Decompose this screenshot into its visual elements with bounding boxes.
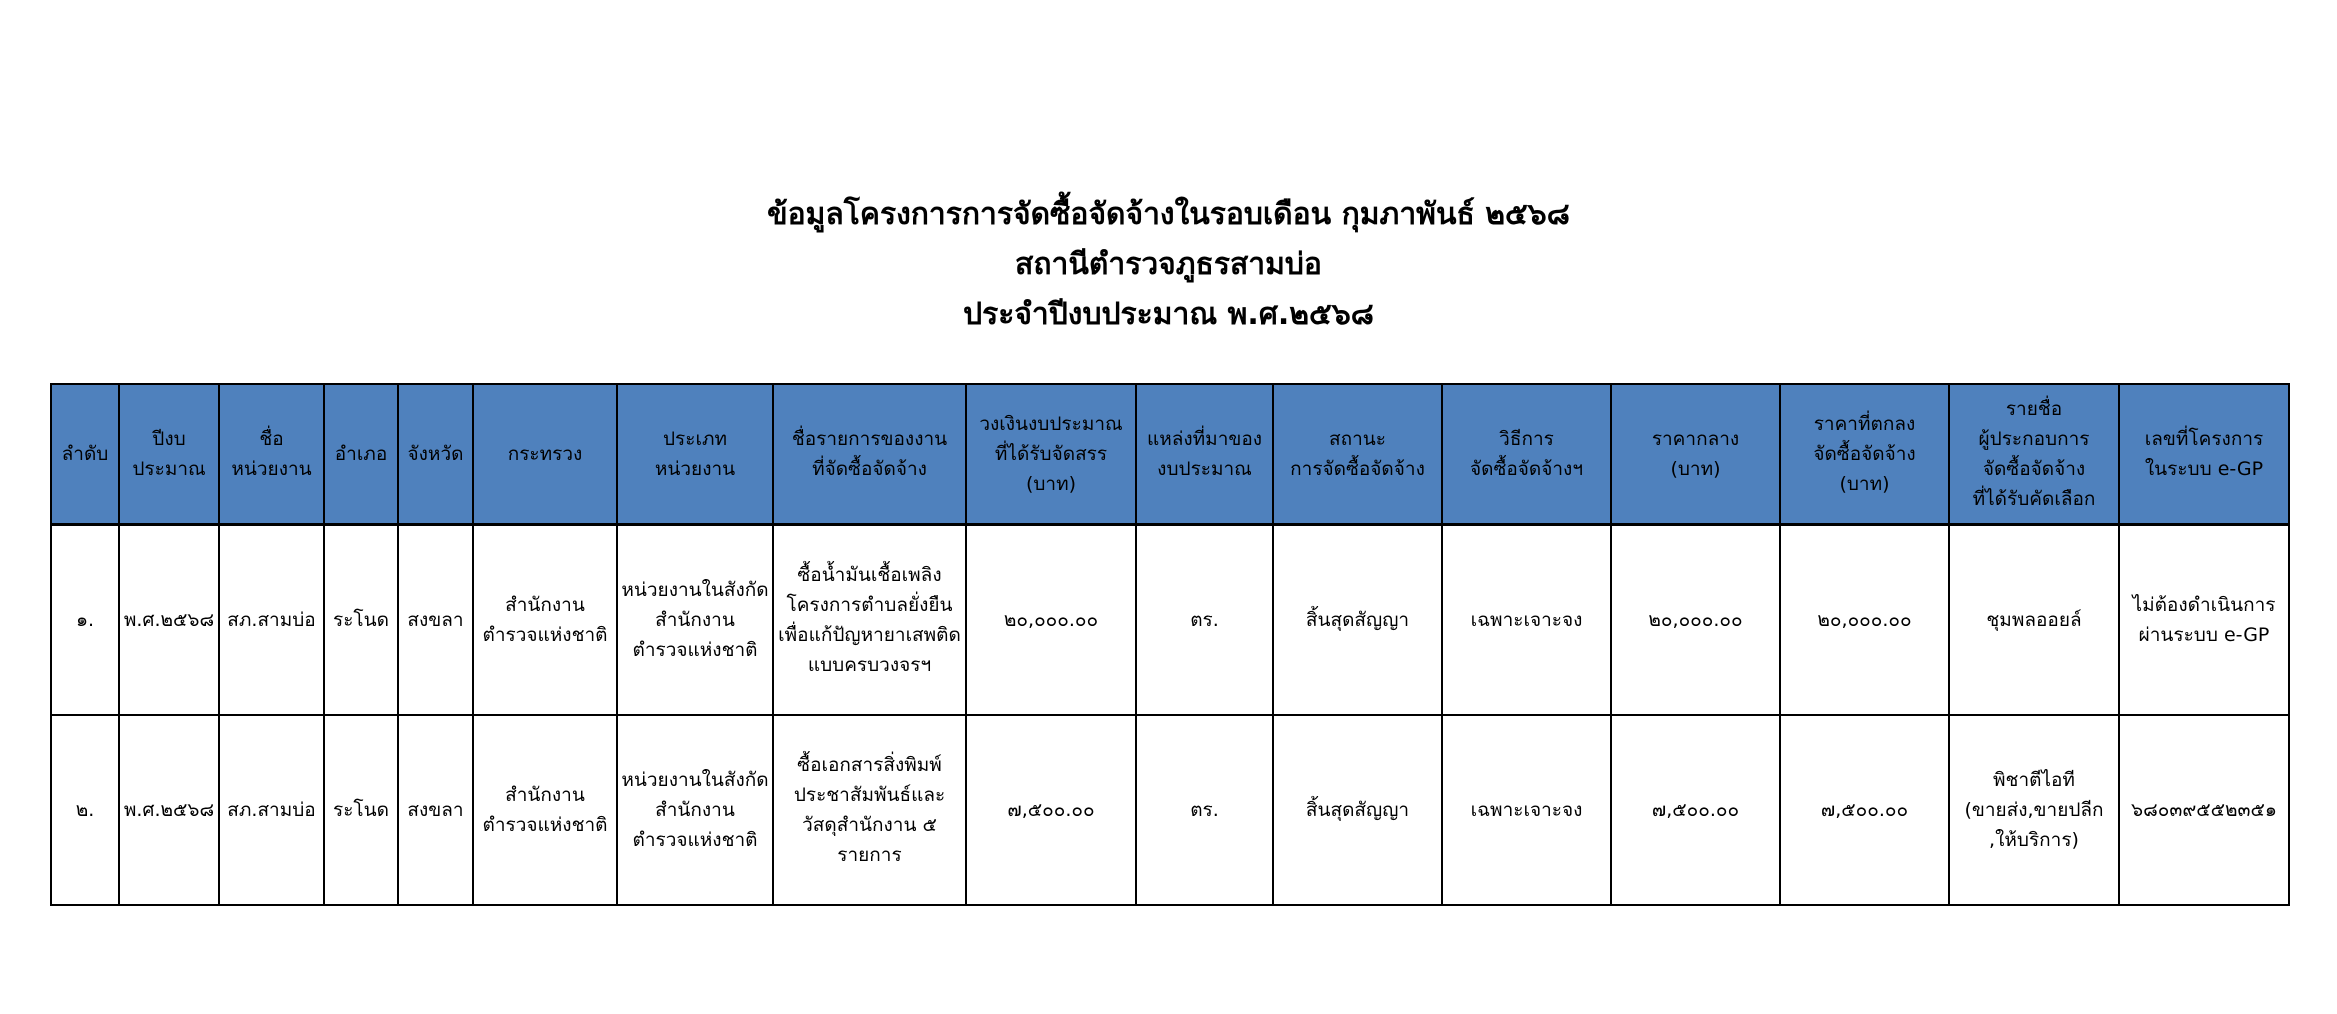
fiscal-year-cell: พ.ศ.๒๕๖๘ bbox=[119, 715, 219, 905]
column-header: ลำดับ bbox=[51, 384, 119, 525]
column-header: ชื่อรายการของงาน ที่จัดซื้อจัดจ้าง bbox=[773, 384, 966, 525]
selected-vendor-cell: ชุมพลออยล์ bbox=[1949, 525, 2119, 716]
budget-source-cell: ตร. bbox=[1136, 525, 1273, 716]
column-header: อำเภอ bbox=[324, 384, 398, 525]
column-header: จังหวัด bbox=[398, 384, 473, 525]
egp-project-number-cell: ๖๘๐๓๙๕๕๒๓๕๑ bbox=[2119, 715, 2289, 905]
column-header: ราคากลาง (บาท) bbox=[1611, 384, 1780, 525]
document-header bbox=[0, 190, 2337, 340]
median-price-cell: ๗,๕๐๐.๐๐ bbox=[1611, 715, 1780, 905]
column-header: ราคาที่ตกลง จัดซื้อจัดจ้าง (บาท) bbox=[1780, 384, 1949, 525]
document-title: ข้อมูลโครงการการจัดซื้อจัดจ้างในรอบเดือน กุมภาพันธ์ ๒๕๖๘ bbox=[767, 197, 1570, 232]
column-header: ประเภท หน่วยงาน bbox=[617, 384, 773, 525]
procurement-item-cell: ซื้อน้ำมันเชื้อเพลิง โครงการตำบลยั่งยืน เพื่อแก้ปัญหายาเสพติด แบบครบวงจรฯ bbox=[773, 525, 966, 716]
column-header: แหล่งที่มาของ งบประมาณ bbox=[1136, 384, 1273, 525]
agency-type-cell: หน่วยงานในสังกัด สำนักงาน ตำรวจแห่งชาติ bbox=[617, 715, 773, 905]
fiscal-year-line: ประจำปีงบประมาณ พ.ศ.๒๕๖๘ bbox=[963, 297, 1374, 332]
station-name: สถานีตำรวจภูธรสามบ่อ bbox=[1015, 247, 1322, 282]
column-header: เลขที่โครงการ ในระบบ e-GP bbox=[2119, 384, 2289, 525]
ministry-cell: สำนักงาน ตำรวจแห่งชาติ bbox=[473, 525, 617, 716]
procurement-method-cell: เฉพาะเจาะจง bbox=[1442, 525, 1611, 716]
row-number-cell: ๒. bbox=[51, 715, 119, 905]
budget-source-cell: ตร. bbox=[1136, 715, 1273, 905]
fiscal-year-cell: พ.ศ.๒๕๖๘ bbox=[119, 525, 219, 716]
column-header: รายชื่อ ผู้ประกอบการ จัดซื้อจัดจ้าง ที่ได้รับคัดเลือก bbox=[1949, 384, 2119, 525]
allocated-budget-cell: ๗,๕๐๐.๐๐ bbox=[966, 715, 1136, 905]
column-header: วงเงินงบประมาณ ที่ได้รับจัดสรร (บาท) bbox=[966, 384, 1136, 525]
row-number-cell: ๑. bbox=[51, 525, 119, 716]
column-header: ชื่อ หน่วยงาน bbox=[219, 384, 324, 525]
agency-name-cell: สภ.สามบ่อ bbox=[219, 715, 324, 905]
agreed-price-cell: ๗,๕๐๐.๐๐ bbox=[1780, 715, 1949, 905]
province-cell: สงขลา bbox=[398, 525, 473, 716]
median-price-cell: ๒๐,๐๐๐.๐๐ bbox=[1611, 525, 1780, 716]
column-header: กระทรวง bbox=[473, 384, 617, 525]
table-row bbox=[51, 715, 2289, 905]
egp-project-number-cell: ไม่ต้องดำเนินการ ผ่านระบบ e-GP bbox=[2119, 525, 2289, 716]
table-header-row bbox=[51, 384, 2289, 525]
column-header: ปีงบ ประมาณ bbox=[119, 384, 219, 525]
agency-name-cell: สภ.สามบ่อ bbox=[219, 525, 324, 716]
procurement-status-cell: สิ้นสุดสัญญา bbox=[1273, 525, 1442, 716]
ministry-cell: สำนักงาน ตำรวจแห่งชาติ bbox=[473, 715, 617, 905]
province-cell: สงขลา bbox=[398, 715, 473, 905]
table-row bbox=[51, 525, 2289, 716]
column-header: วิธีการ จัดซื้อจัดจ้างฯ bbox=[1442, 384, 1611, 525]
column-header: สถานะ การจัดซื้อจัดจ้าง bbox=[1273, 384, 1442, 525]
procurement-status-cell: สิ้นสุดสัญญา bbox=[1273, 715, 1442, 905]
selected-vendor-cell: พิชาตีไอที (ขายส่ง,ขายปลีก ,ให้บริการ) bbox=[1949, 715, 2119, 905]
district-cell: ระโนด bbox=[324, 525, 398, 716]
allocated-budget-cell: ๒๐,๐๐๐.๐๐ bbox=[966, 525, 1136, 716]
agreed-price-cell: ๒๐,๐๐๐.๐๐ bbox=[1780, 525, 1949, 716]
district-cell: ระโนด bbox=[324, 715, 398, 905]
procurement-table bbox=[50, 383, 2290, 906]
procurement-method-cell: เฉพาะเจาะจง bbox=[1442, 715, 1611, 905]
agency-type-cell: หน่วยงานในสังกัด สำนักงาน ตำรวจแห่งชาติ bbox=[617, 525, 773, 716]
procurement-item-cell: ซื้อเอกสารสิ่งพิมพ์ ประชาสัมพันธ์และ วัสดุสำนักงาน ๕ รายการ bbox=[773, 715, 966, 905]
